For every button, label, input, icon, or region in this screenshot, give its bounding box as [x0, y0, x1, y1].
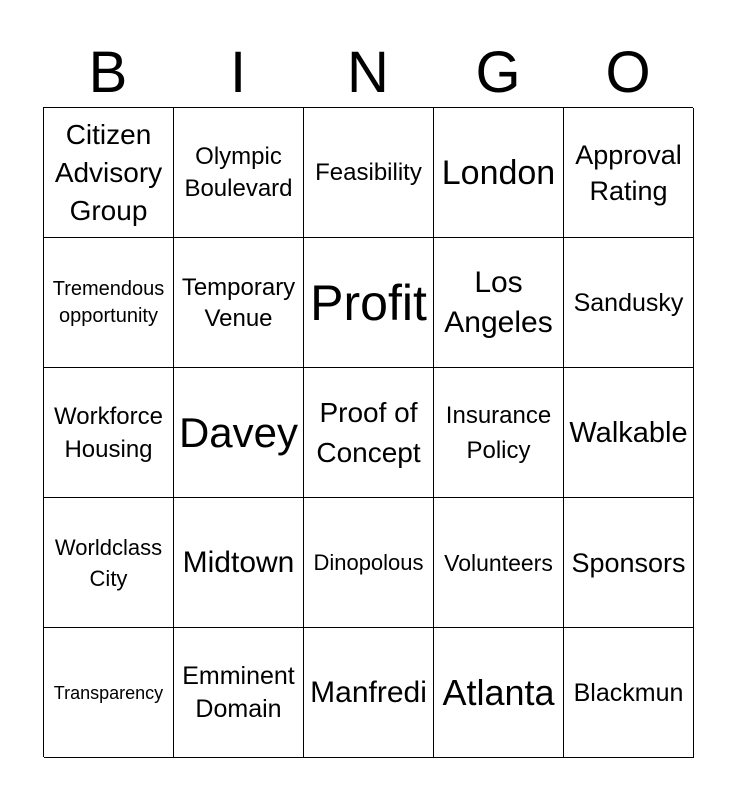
bingo-cell[interactable] [564, 628, 694, 758]
bingo-cell[interactable] [174, 628, 304, 758]
bingo-cell[interactable] [174, 108, 304, 238]
cell-label: Sandusky [573, 288, 684, 317]
cell-label: Sponsors [571, 547, 686, 578]
cell-label: Midtown [182, 545, 295, 579]
bingo-cell[interactable] [304, 498, 434, 628]
bingo-cell[interactable] [304, 238, 434, 368]
bingo-cell[interactable] [44, 368, 174, 498]
cell-label: Profit [310, 274, 427, 331]
cell-label: Walkable [569, 416, 688, 449]
cell-label: Feasibility [315, 158, 422, 186]
bingo-cell[interactable] [564, 498, 694, 628]
bingo-cell[interactable] [44, 628, 174, 758]
cell-label: Dinopolous [313, 549, 424, 575]
bingo-cell[interactable] [304, 368, 434, 498]
bingo-cell[interactable] [434, 368, 564, 498]
cell-label: Los Angeles [444, 265, 553, 339]
cell-label: London [441, 153, 556, 192]
bingo-cell[interactable] [304, 628, 434, 758]
header-letter-n: N [347, 40, 389, 105]
bingo-grid [43, 107, 693, 757]
cell-label: Atlanta [442, 671, 555, 713]
cell-label: Workforce Housing [54, 402, 163, 463]
bingo-cell[interactable] [564, 108, 694, 238]
cell-label: Worldclass City [54, 534, 163, 591]
bingo-cell[interactable] [44, 238, 174, 368]
cell-label: Proof of Concept [316, 396, 421, 468]
bingo-cell[interactable] [44, 498, 174, 628]
bingo-cell[interactable] [434, 238, 564, 368]
cell-label: Blackmun [573, 678, 684, 707]
cell-label: Volunteers [444, 549, 553, 576]
header-letter-o: O [605, 40, 651, 105]
bingo-cell[interactable] [174, 368, 304, 498]
header-letter-g: G [475, 40, 521, 105]
cell-label: Temporary Venue [181, 273, 296, 332]
bingo-cell[interactable] [174, 498, 304, 628]
bingo-cell[interactable] [434, 498, 564, 628]
cell-label: Insurance Policy [445, 401, 552, 464]
cell-label: Transparency [53, 682, 164, 703]
bingo-cell[interactable] [304, 108, 434, 238]
bingo-cell[interactable] [434, 628, 564, 758]
cell-label: Manfredi [310, 675, 427, 709]
cell-label: Davey [178, 408, 299, 456]
cell-label: Citizen Advisory Group [54, 118, 163, 226]
bingo-cell[interactable] [44, 108, 174, 238]
bingo-cell[interactable] [434, 108, 564, 238]
cell-label: Approval Rating [575, 139, 682, 206]
cell-label: Emminent Domain [182, 661, 295, 723]
bingo-header [43, 38, 693, 108]
cell-label: Olympic Boulevard [184, 142, 293, 202]
bingo-cell[interactable] [174, 238, 304, 368]
header-letter-i: I [229, 40, 247, 105]
bingo-cell[interactable] [564, 368, 694, 498]
bingo-cell[interactable] [564, 238, 694, 368]
cell-label: Tremendous opportunity [52, 277, 165, 327]
header-letter-b: B [88, 40, 128, 105]
